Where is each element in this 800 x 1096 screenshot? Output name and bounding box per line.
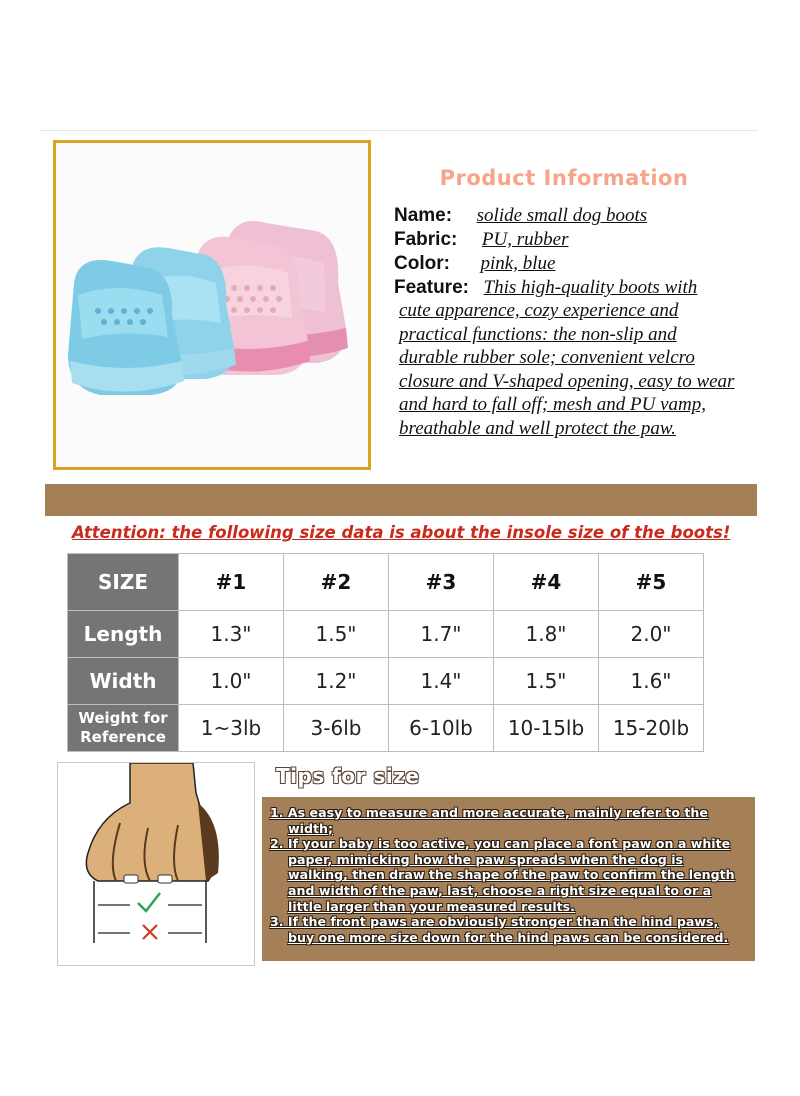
tips-panel — [262, 797, 755, 961]
table-cell: 1.0" — [179, 658, 284, 705]
size-col: #3 — [389, 554, 494, 611]
tip-item: 3. If the front paws are obviously stronger than the hind paws, buy one more size down for the hind paws can be considered. — [270, 914, 729, 945]
table-cell: 2.0" — [599, 611, 704, 658]
weight-label-line2: Reference — [80, 728, 166, 746]
name-label: Name: — [394, 205, 453, 226]
size-header: SIZE — [68, 554, 179, 611]
table-cell: 1.5" — [494, 658, 599, 705]
table-cell: 1.4" — [389, 658, 494, 705]
feature-value-text: cute apparence, cozy experience and practical functions: the non-slip and durable rubber sole; convenient velcro closure and V-shaped opening, easy to wear and hard to fall off; mesh and PU vamp, breathable and well protect the paw. — [399, 300, 735, 439]
table-cell: 6-10lb — [389, 705, 494, 752]
feature-label: Feature: — [394, 277, 469, 298]
top-divider — [40, 130, 758, 131]
table-cell: 1.2" — [284, 658, 389, 705]
table-cell: 1.8" — [494, 611, 599, 658]
weight-label-line1: Weight for — [78, 709, 168, 727]
product-photo — [53, 140, 371, 470]
length-label: Length — [68, 611, 179, 658]
table-cell: 1.5" — [284, 611, 389, 658]
name-value: solide small dog boots — [476, 205, 648, 226]
size-table — [67, 553, 704, 752]
table-cell: 10-15lb — [494, 705, 599, 752]
table-cell: 3-6lb — [284, 705, 389, 752]
tip-item: 1. As easy to measure and more accurate, mainly refer to the width; — [270, 805, 708, 836]
color-row — [394, 252, 555, 275]
section-divider-bar — [45, 484, 757, 516]
paw-measure-diagram — [57, 762, 255, 966]
attention-note: Attention: the following size data is about the insole size of the boots! — [72, 523, 731, 542]
size-col: #1 — [179, 554, 284, 611]
feature-value-rest — [399, 299, 739, 440]
table-cell: 1.6" — [599, 658, 704, 705]
table-row — [68, 611, 704, 658]
table-cell: 1.3" — [179, 611, 284, 658]
fabric-row — [394, 228, 568, 251]
fabric-label: Fabric: — [394, 229, 458, 250]
product-info-title: Product Information — [439, 166, 689, 190]
tip-item: 2. If your baby is too active, you can place a font paw on a white paper, mimicking how the paw spreads when the dog is walking, then draw the shape of the paw to confirm the length and width of the paw, last, choose a right size equal to or a little larger than your measured results. — [270, 836, 735, 914]
table-cell: 1.7" — [389, 611, 494, 658]
width-label: Width — [68, 658, 179, 705]
size-col: #4 — [494, 554, 599, 611]
table-row — [68, 705, 704, 752]
name-row — [394, 204, 647, 227]
fabric-value: PU, rubber — [481, 229, 569, 250]
color-label: Color: — [394, 253, 450, 274]
size-col: #2 — [284, 554, 389, 611]
table-cell: 1~3lb — [179, 705, 284, 752]
table-cell: 15-20lb — [599, 705, 704, 752]
feature-value-first: This high-quality boots with — [483, 277, 698, 298]
dog-boots-image — [56, 143, 368, 467]
color-value: pink, blue — [480, 253, 556, 274]
weight-label — [68, 705, 179, 752]
paw-illustration — [58, 763, 254, 965]
table-row — [68, 554, 704, 611]
tips-title: Tips for size — [276, 764, 420, 788]
feature-row — [394, 276, 697, 299]
size-col: #5 — [599, 554, 704, 611]
table-row — [68, 658, 704, 705]
